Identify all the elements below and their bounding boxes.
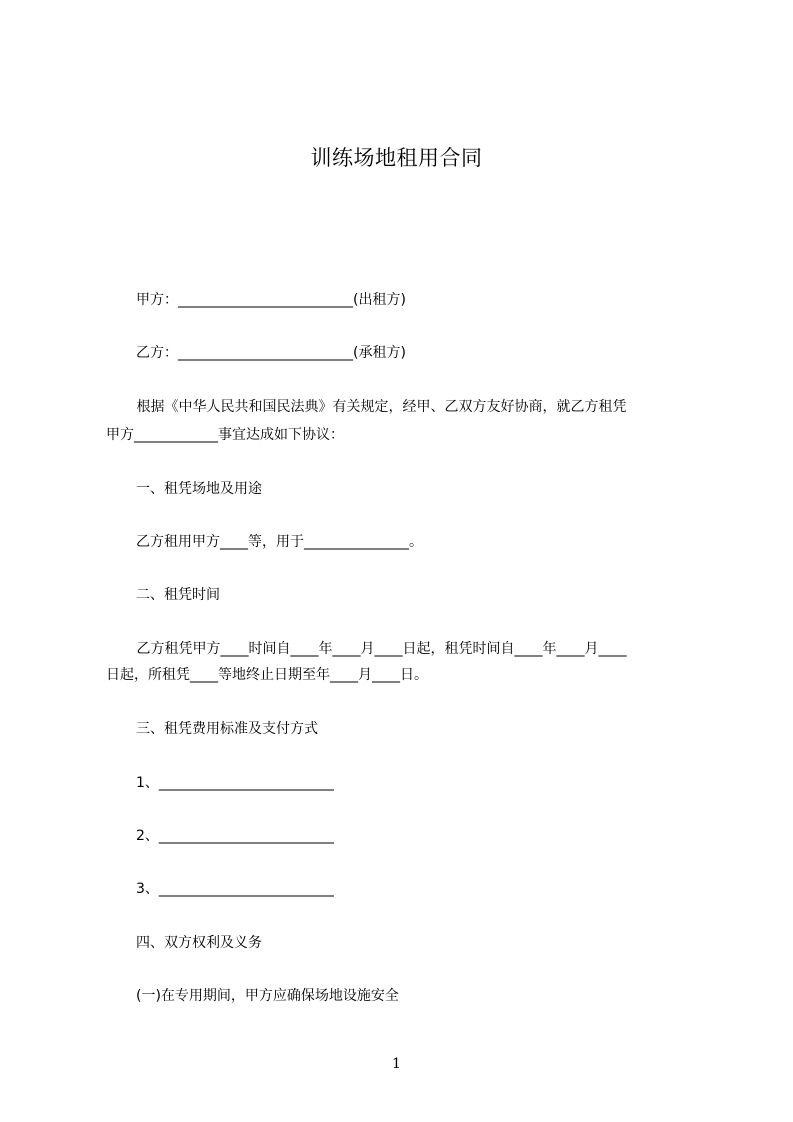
intro-paragraph-line-2: 甲方____________事宜达成如下协议： [106, 427, 344, 443]
contract-title: 训练场地租用合同 [310, 146, 483, 170]
section-2-line-2: 日起，所租凭____等地终止日期至年____月____日。 [106, 667, 428, 683]
section-2-line-1: 乙方租凭甲方____时间自____年____月____日起，租凭时间自____年____月____ [132, 641, 627, 657]
party-a-line: 甲方：_________________________(出租方) [136, 292, 406, 308]
section-1-heading: 一、租凭场地及用途 [136, 481, 262, 497]
section-4-item-1: (一)在专用期间，甲方应确保场地设施安全 [136, 988, 399, 1004]
section-3-item-2: 2、_________________________ [136, 828, 334, 844]
party-b-line: 乙方：_________________________(承租方) [136, 345, 406, 361]
section-1-text: 乙方租用甲方____等，用于_______________。 [136, 534, 423, 550]
section-3-heading: 三、租凭费用标准及支付方式 [136, 721, 318, 737]
section-2-heading: 二、租凭时间 [136, 587, 220, 603]
section-3-item-1: 1、_________________________ [136, 775, 334, 791]
page-number: 1 [392, 1056, 401, 1072]
section-4-heading: 四、双方权利及义务 [136, 935, 262, 951]
intro-paragraph-line-1: 根据《中华人民共和国民法典》有关规定，经甲、乙双方友好协商，就乙方租凭 [132, 399, 627, 415]
section-3-item-3: 3、_________________________ [136, 881, 334, 897]
